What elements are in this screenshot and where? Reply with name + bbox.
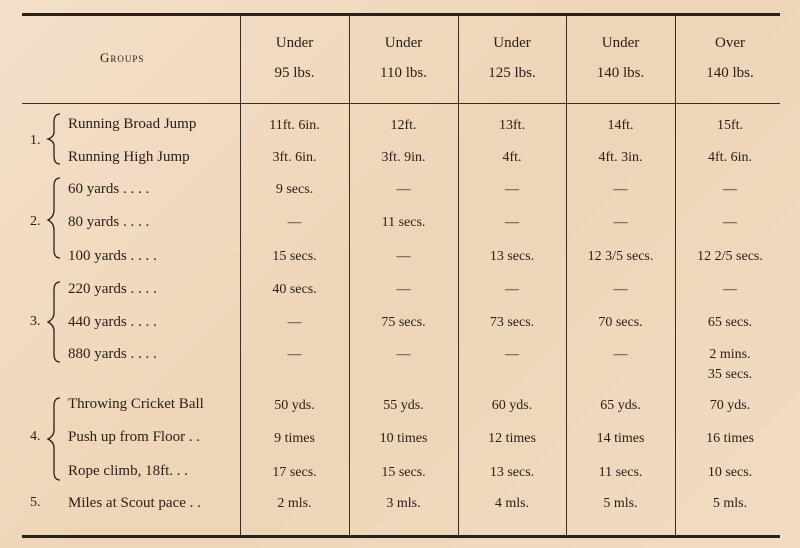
table-cell: 5 mls. xyxy=(603,496,638,511)
table-cell: 9 secs. xyxy=(275,182,314,197)
table-cell: — xyxy=(396,282,411,297)
table-cell: 70 yds. xyxy=(709,398,751,413)
header-rule xyxy=(22,103,780,104)
column-header xyxy=(566,28,675,88)
top-rule xyxy=(22,13,780,16)
table-cell: — xyxy=(613,215,628,230)
table-cell: — xyxy=(723,282,737,297)
table-cell: — xyxy=(287,315,302,330)
group-braces xyxy=(42,110,66,530)
group-number: 1. xyxy=(30,133,41,148)
column-header-bottom: 140 lbs. xyxy=(596,65,645,81)
table-cell: 60 yds. xyxy=(491,398,533,413)
row-label: 220 yards . . . . xyxy=(68,281,157,297)
table-cell: 4ft. 6in. xyxy=(708,150,752,165)
row-label: Push up from Floor . . xyxy=(68,429,201,445)
table-cell: 2 mls. xyxy=(277,496,312,511)
group-number: 5. xyxy=(30,495,41,510)
table-cell: — xyxy=(505,182,519,197)
table-cell: 17 secs. xyxy=(272,465,317,480)
table-cell: — xyxy=(396,249,411,264)
brace-group-4 xyxy=(48,398,60,480)
table-cell: 15 secs. xyxy=(381,465,426,480)
table-cell: 11 secs. xyxy=(598,465,643,480)
table-cell: — xyxy=(396,182,411,197)
table-cell: — xyxy=(723,182,737,197)
table-cell: 40 secs. xyxy=(272,282,317,297)
table-cell: — xyxy=(505,347,519,362)
table-cell-extra: 35 secs. xyxy=(707,367,753,382)
table-cell: 11ft. 6in. xyxy=(269,118,320,133)
column-divider xyxy=(566,16,567,535)
table-cell: 11 secs. xyxy=(381,215,426,230)
row-label: Throwing Cricket Ball xyxy=(68,396,204,412)
table-cell: 3 mls. xyxy=(386,496,421,511)
row-label: 60 yards . . . . xyxy=(68,181,150,197)
column-divider xyxy=(675,16,676,535)
column-divider xyxy=(240,16,241,535)
table-cell: 15ft. xyxy=(716,118,744,133)
table-cell: 12ft. xyxy=(390,118,417,133)
table-cell: 15 secs. xyxy=(272,249,317,264)
row-label: Running High Jump xyxy=(68,149,190,165)
row-label: 440 yards . . . . xyxy=(68,314,157,330)
table-cell: 4ft. xyxy=(502,150,522,165)
table-cell: — xyxy=(613,282,628,297)
table-cell: — xyxy=(723,215,737,230)
table-cell: 14ft. xyxy=(607,118,634,133)
column-header-bottom: 95 lbs. xyxy=(274,65,315,81)
table-cell: 10 times xyxy=(379,431,428,446)
row-label: 80 yards . . . . xyxy=(68,214,150,230)
table-cell: — xyxy=(287,215,302,230)
row-label: Running Broad Jump xyxy=(68,116,197,132)
table-cell: 5 mls. xyxy=(712,496,748,511)
table-cell: — xyxy=(505,215,519,230)
column-header-top: Under xyxy=(601,35,640,51)
table-cell: 13 secs. xyxy=(489,249,535,264)
table-cell: 12 times xyxy=(488,431,536,446)
table-cell: 65 secs. xyxy=(707,315,753,330)
column-header xyxy=(458,28,566,88)
table-cell: 14 times xyxy=(596,431,645,446)
row-label: 880 yards . . . . xyxy=(68,346,157,362)
table-cell: — xyxy=(505,282,519,297)
column-header-top: Under xyxy=(493,35,531,51)
table-cell: 9 times xyxy=(274,431,315,446)
column-divider xyxy=(349,16,350,535)
table-cell: 3ft. 6in. xyxy=(272,150,317,165)
table-cell: 73 secs. xyxy=(489,315,535,330)
column-header-top: Over xyxy=(715,35,745,51)
group-number: 3. xyxy=(30,314,41,329)
column-header-bottom: 140 lbs. xyxy=(706,65,754,81)
group-number: 2. xyxy=(30,214,41,229)
table-cell: 13ft. xyxy=(498,118,526,133)
table-cell: 50 yds. xyxy=(274,398,315,413)
table-cell: 16 times xyxy=(706,431,754,446)
table-cell: — xyxy=(613,347,628,362)
brace-group-2 xyxy=(48,178,60,258)
table-cell: 4 mls. xyxy=(494,496,530,511)
column-header xyxy=(240,28,349,88)
group-number: 4. xyxy=(30,429,41,444)
brace-group-3 xyxy=(48,282,60,362)
groups-header: Groups xyxy=(100,50,145,65)
table-cell: 55 yds. xyxy=(383,398,424,413)
row-label: Rope climb, 18ft. . . xyxy=(68,463,188,479)
column-header-bottom: 110 lbs. xyxy=(380,65,427,81)
row-label: 100 yards . . . . xyxy=(68,248,157,264)
brace-group-1 xyxy=(48,114,60,164)
table-cell: 12 2/5 secs. xyxy=(697,249,763,264)
table-cell: 3ft. 9in. xyxy=(381,150,426,165)
table-cell: — xyxy=(396,347,411,362)
table-cell: 13 secs. xyxy=(489,465,535,480)
table-cell: 2 mins. xyxy=(709,347,751,362)
table-cell: — xyxy=(613,182,628,197)
bottom-rule xyxy=(22,535,780,538)
table-cell: 10 secs. xyxy=(707,465,753,480)
table-cell: 65 yds. xyxy=(600,398,641,413)
column-divider xyxy=(458,16,459,535)
column-header xyxy=(349,28,458,88)
column-header-top: Under xyxy=(275,35,314,51)
column-header-bottom: 125 lbs. xyxy=(488,65,536,81)
table-cell: — xyxy=(287,347,302,362)
table-cell: 12 3/5 secs. xyxy=(587,249,654,264)
table-cell: 75 secs. xyxy=(381,315,426,330)
table-cell: 4ft. 3in. xyxy=(598,150,643,165)
row-label: Miles at Scout pace . . xyxy=(68,495,201,511)
column-header xyxy=(675,28,785,88)
column-header-top: Under xyxy=(384,35,423,51)
table-cell: 70 secs. xyxy=(598,315,643,330)
